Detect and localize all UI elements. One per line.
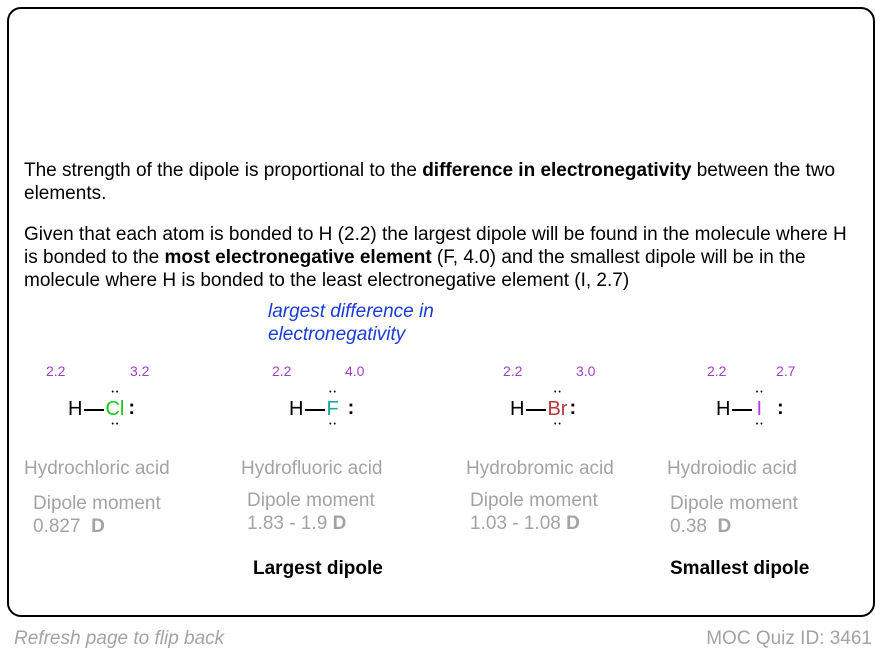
halogen-atom: • • I • • [753,399,765,419]
hi-structure [716,399,784,419]
halogen-atom: • • Br • • [547,399,567,419]
h-electronegativity: 2.2 [707,363,727,379]
single-bond [526,409,546,411]
intro-text: The strength of the dipole is proportional to the [24,160,423,181]
hcl-structure [68,399,135,419]
refresh-hint[interactable]: Refresh page to flip back [14,628,225,649]
dipole-unit: D [566,513,580,534]
dipole-moment [470,489,598,535]
hbr-structure [510,399,576,419]
x-electronegativity: 4.0 [345,363,365,379]
dipole-value: 1.03 - 1.08 [470,513,561,534]
largest-difference-annotation: largest difference in electronegativity [268,301,434,345]
intro-bold-text: difference in electronegativity [422,160,692,181]
dipole-moment [670,492,798,538]
hydrogen-atom: H [716,398,731,420]
lone-pair: : [777,397,784,419]
hf-structure [289,399,354,419]
halogen-atom: • • F • • [326,399,338,419]
x-electronegativity: 2.7 [776,363,796,379]
dipole-unit: D [91,516,105,537]
dipole-label: Dipole moment [247,490,375,511]
intro-text-end: (F, 4.0) and the smallest dipole will be in the molecule where H is bonded to the least electronegative element (I, 2.7) [24,247,806,291]
x-electronegativity: 3.0 [576,363,596,379]
hydrogen-atom: H [68,398,83,420]
single-bond [305,409,325,411]
lone-pair: : [347,397,355,419]
dipole-value: 0.827 [33,516,81,537]
dipole-moment [33,492,161,538]
single-bond [732,409,752,411]
molecule-name: Hydrofluoric acid [241,458,383,479]
lone-pair: : [569,397,577,419]
h-electronegativity: 2.2 [503,363,523,379]
hydrogen-atom: H [289,398,304,420]
x-electronegativity: 3.2 [130,363,150,379]
intro-text: Given that each atom is bonded to H (2.2) the largest dipole will be found in the molecule where H is bonded to the [24,224,847,268]
molecule-name: Hydrochloric acid [24,458,170,479]
single-bond [84,409,104,411]
quiz-id: MOC Quiz ID: 3461 [706,628,872,649]
intro-paragraph-2 [24,223,864,292]
h-electronegativity: 2.2 [272,363,292,379]
dipole-moment [247,489,375,535]
dipole-unit: D [332,513,347,534]
dipole-label: Dipole moment [670,493,798,514]
largest-dipole-label: Largest dipole [253,558,383,579]
intro-bold-text: most electronegative element [164,247,432,268]
intro-paragraph-1 [24,159,844,205]
dipole-unit: D [717,516,732,537]
dipole-label: Dipole moment [33,493,161,514]
dipole-value: 0.38 [670,516,707,537]
lone-pair: : [128,397,136,419]
smallest-dipole-label: Smallest dipole [670,558,810,579]
molecule-name: Hydroiodic acid [667,458,797,479]
dipole-label: Dipole moment [470,490,598,511]
h-electronegativity: 2.2 [46,363,66,379]
halogen-atom: • • Cl • • [105,399,124,419]
intro-text-end: between the two elements. [24,160,836,204]
hydrogen-atom: H [510,398,525,420]
molecule-name: Hydrobromic acid [466,458,614,479]
dipole-value: 1.83 - 1.9 [247,513,328,534]
